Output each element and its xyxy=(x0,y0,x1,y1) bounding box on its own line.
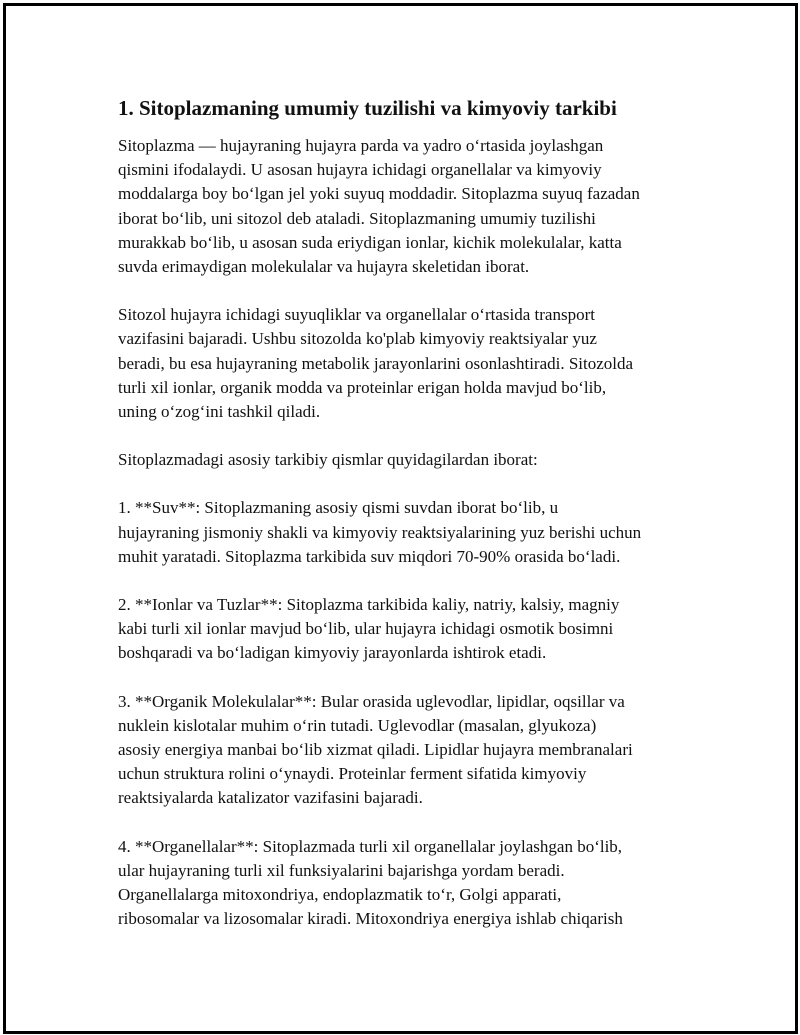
list-item-organelles: 4. **Organellalar**: Sitoplazmada turli xil organellalar joylashgan boʻlib, ular hujayraning turli xil funksiyalarini bajarishga yordam beradi. Organellalarga mitoxondriya, endoplazmatik toʻr, Golgi apparati, ribosomalar va lizosomalar kiradi. Mitoxondriya energiya ishlab chiqarish xyxy=(118,836,623,929)
paragraph-intro: Sitoplazma — hujayraning hujayra parda va yadro oʻrtasida joylashgan qismini ifodalaydi. U asosan hujayra ichidagi organellalar va kimyoviy moddalarga boy boʻlgan jel yoki suyuq moddadir. Sitoplazma suyuq fazadan iborat boʻlib, uni sitozol deb ataladi. Sitoplazmaning umumiy tuzilishi murakkab boʻlib, u asosan suda eriydigan ionlar, kichik molekulalar, katta suvda erimaydigan molekulalar va hujayra skeletidan iborat. xyxy=(118,136,640,277)
list-item-organic-molecules: 3. **Organik Molekulalar**: Bular orasida uglevodlar, lipidlar, oqsillar va nuklein kislotalar muhim oʻrin tutadi. Uglevodlar (masalan, glyukoza) asosiy energiya manbai boʻlib xizmat qiladi. Lipidlar hujayra membranalari uchun struktura rolini oʻynaydi. Proteinlar ferment sifatida kimyoviy reaktsiyalarda katalizator vazifasini bajaradi. xyxy=(118,691,633,808)
document-title: 1. Sitoplazmaning umumiy tuzilishi va kimyoviy tarkibi xyxy=(118,96,617,120)
paragraph-components-intro: Sitoplazmadagi asosiy tarkibiy qismlar quyidagilardan iborat: xyxy=(118,450,538,470)
list-item-ions: 2. **Ionlar va Tuzlar**: Sitoplazma tarkibida kaliy, natriy, kalsiy, magniy kabi turli xil ionlar mavjud boʻlib, ular hujayra ichidagi osmotik bosimni boshqaradi va boʻladigan kimyoviy jarayonlarda ishtirok etadi. xyxy=(118,595,620,663)
paragraph-sitozol: Sitozol hujayra ichidagi suyuqliklar va organellalar oʻrtasida transport vazifasini bajaradi. Ushbu sitozolda ko'plab kimyoviy reaktsiyalar yuz beradi, bu esa hujayraning metabolik jarayonlarini osonlashtiradi. Sitozolda turli xil ionlar, organik modda va proteinlar erigan holda mavjud boʻlib, uning oʻzogʻini tashkil qiladi. xyxy=(118,305,634,422)
list-item-water: 1. **Suv**: Sitoplazmaning asosiy qismi suvdan iborat boʻlib, u hujayraning jismoniy shakli va kimyoviy reaktsiyalarining yuz berishi uchun muhit yaratadi. Sitoplazma tarkibida suv miqdori 70-90% orasida boʻladi. xyxy=(118,498,642,566)
document-body xyxy=(118,96,718,955)
